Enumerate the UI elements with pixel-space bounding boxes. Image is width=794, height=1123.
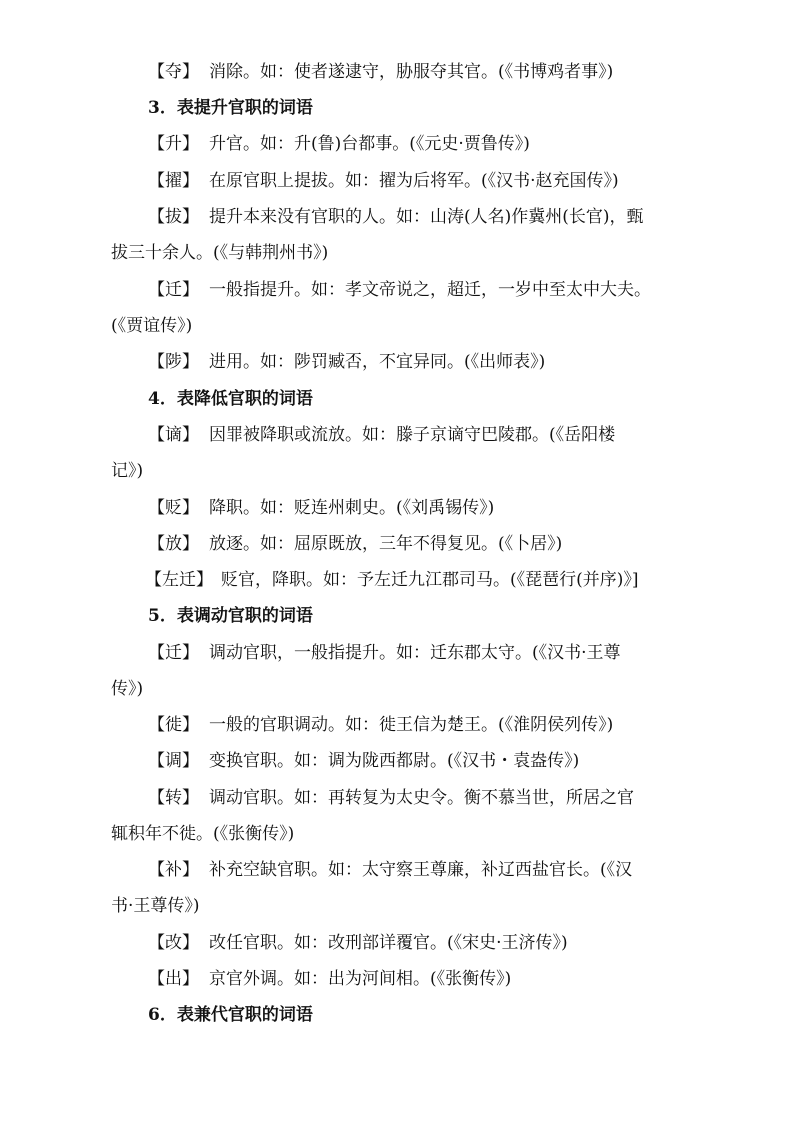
entry-continuation: (《贾谊传》) — [111, 316, 193, 336]
entry-ba — [111, 199, 687, 271]
entry-term: 【擢】 — [148, 171, 199, 191]
entry-term: 【改】 — [148, 933, 199, 953]
entry-term: 【左迁】 — [145, 570, 213, 590]
section-number: 3． — [148, 98, 177, 118]
entry-definition: 改任官职。如：改刑部详覆官。(《宋史·王济传》) — [209, 933, 568, 953]
entry-zuoqian — [111, 562, 687, 598]
entry-definition: 升官。如：升(鲁)台都事。(《元史·贾鲁传》) — [209, 134, 530, 154]
entry-definition: 一般指提升。如：孝文帝说之，超迁，一岁中至太中大夫。 — [209, 280, 651, 300]
entry-definition: 在原官职上提拔。如：擢为后将军。(《汉书·赵充国传》) — [209, 171, 619, 191]
entry-continuation: 书·王尊传》) — [111, 896, 200, 916]
entry-definition: 消除。如：使者遂逮守，胁服夺其官。(《书博鸡者事》) — [209, 62, 614, 82]
section-number: 4． — [148, 389, 177, 409]
entry-term: 【夺】 — [148, 62, 199, 82]
entry-definition: 降职。如：贬连州刺史。(《刘禹锡传》) — [209, 498, 495, 518]
entry-definition: 调动官职。如：再转复为太史令。衡不慕当世，所居之官 — [209, 788, 634, 808]
entry-xi — [111, 707, 687, 743]
section-title: 表兼代官职的词语 — [176, 1005, 313, 1025]
section-number: 5． — [148, 606, 177, 626]
entry-continuation: 传》) — [111, 679, 144, 699]
entry-definition: 京官外调。如：出为河间相。(《张衡传》) — [209, 969, 512, 989]
entry-zhuo — [111, 163, 687, 199]
entry-definition: 贬官，降职。如：予左迁九江郡司马。(《琵琶行(并序)》] — [221, 570, 639, 590]
section-heading-6 — [148, 997, 313, 1033]
entry-term: 【贬】 — [148, 498, 199, 518]
entry-bian — [111, 490, 687, 526]
section-title: 表提升官职的词语 — [176, 98, 313, 118]
entry-term: 【放】 — [148, 534, 199, 554]
entry-term: 【徙】 — [148, 715, 199, 735]
entry-definition: 提升本来没有官职的人。如：山涛(人名)作冀州(长官)，甄 — [209, 207, 644, 227]
entry-zhe — [111, 417, 687, 489]
section-title: 表降低官职的词语 — [176, 389, 313, 409]
entry-zhi — [111, 344, 687, 380]
entry-qian-transfer — [111, 635, 687, 707]
entry-term: 【转】 — [148, 788, 199, 808]
entry-definition: 因罪被降职或流放。如：滕子京谪守巴陵郡。(《岳阳楼 — [209, 425, 616, 445]
section-number: 6． — [148, 1005, 177, 1025]
entry-definition: 调动官职，一般指提升。如：迁东郡太守。(《汉书·王尊 — [209, 643, 621, 663]
section-heading-5 — [148, 598, 313, 634]
section-heading-3 — [148, 90, 313, 126]
entry-term: 【迁】 — [148, 643, 199, 663]
entry-bu — [111, 852, 687, 924]
entry-fang — [111, 526, 687, 562]
entry-continuation: 辄积年不徙。(《张衡传》) — [111, 824, 295, 844]
entry-definition: 放逐。如：屈原既放，三年不得复见。(《卜居》) — [209, 534, 563, 554]
entry-continuation: 记》) — [111, 461, 144, 481]
entry-term: 【迁】 — [148, 280, 199, 300]
section-title: 表调动官职的词语 — [176, 606, 313, 626]
entry-term: 【出】 — [148, 969, 199, 989]
entry-diao — [111, 743, 687, 779]
entry-term: 【拔】 — [148, 207, 199, 227]
entry-term: 【调】 — [148, 751, 199, 771]
entry-definition: 一般的官职调动。如：徙王信为楚王。(《淮阴侯列传》) — [209, 715, 614, 735]
entry-sheng — [111, 126, 687, 162]
entry-term: 【陟】 — [148, 352, 199, 372]
entry-term: 【谪】 — [148, 425, 199, 445]
entry-qian-promote — [111, 272, 687, 344]
entry-gai — [111, 925, 687, 961]
entry-chu — [111, 961, 687, 997]
entry-duo — [111, 54, 687, 90]
entry-continuation: 拔三十余人。(《与韩荆州书》) — [111, 243, 329, 263]
entry-definition: 进用。如：陟罚臧否，不宜异同。(《出师表》) — [209, 352, 546, 372]
entry-term: 【升】 — [148, 134, 199, 154]
entry-definition: 补充空缺官职。如：太守察王尊廉，补辽西盐官长。(《汉 — [209, 860, 633, 880]
entry-zhuan — [111, 780, 687, 852]
entry-definition: 变换官职。如：调为陇西都尉。(《汉书・袁盎传》) — [209, 751, 580, 771]
section-heading-4 — [148, 381, 313, 417]
entry-term: 【补】 — [148, 860, 199, 880]
